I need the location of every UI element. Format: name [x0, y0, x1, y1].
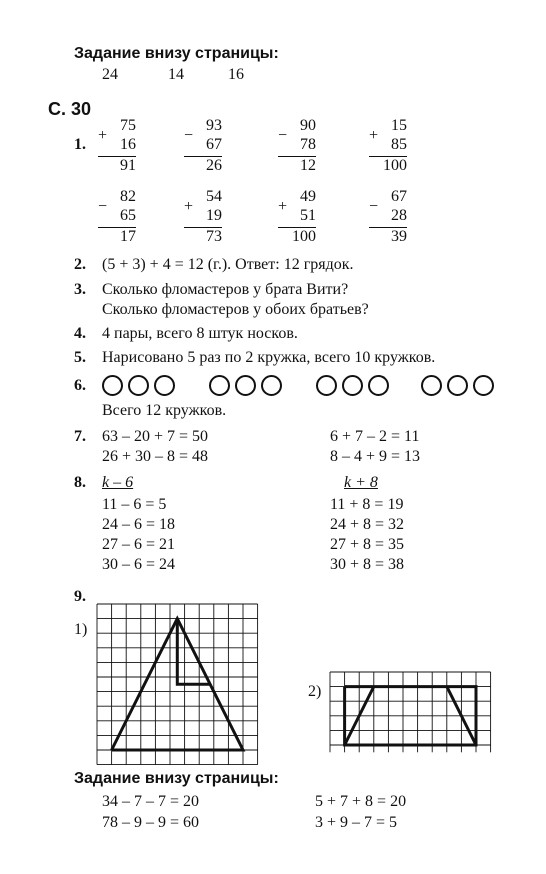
- operand-bottom: 16: [120, 136, 136, 153]
- task-2-text: (5 + 3) + 4 = 12 (г.). Ответ: 12 грядок.: [102, 256, 354, 273]
- bottom-left-1: 34 – 7 – 7 = 20: [102, 793, 200, 810]
- operator-sign: −: [278, 127, 288, 144]
- task-8-right-2: 24 + 8 = 32: [330, 516, 405, 533]
- operand-bottom: 19: [206, 207, 222, 224]
- operator-sign: −: [98, 198, 108, 215]
- operator-sign: +: [278, 198, 288, 215]
- task-7-right-1: 6 + 7 – 2 = 11: [330, 428, 420, 445]
- result: 91: [120, 157, 136, 174]
- operator-sign: −: [184, 127, 194, 144]
- result: 26: [206, 157, 222, 174]
- result: 17: [120, 228, 136, 245]
- task-8-left-3: 27 – 6 = 21: [102, 536, 176, 553]
- figure-2-label: 2): [308, 683, 322, 700]
- top-value-2: 14: [168, 66, 184, 83]
- operand-top: 90: [300, 117, 316, 134]
- bottom-right-2: 3 + 9 – 7 = 5: [315, 814, 398, 831]
- grid-figure-rectangle: [330, 672, 491, 752]
- task-4-text: 4 пары, всего 8 штук носков.: [102, 325, 298, 342]
- operator-sign: +: [184, 198, 194, 215]
- task-7-right-2: 8 – 4 + 9 = 13: [330, 448, 421, 465]
- task-8-left-1: 11 – 6 = 5: [102, 496, 167, 513]
- page-label: С. 30: [48, 99, 92, 119]
- task-4-number: 4.: [74, 325, 86, 342]
- operand-bottom: 51: [300, 207, 316, 224]
- task-8-right-header: k + 8: [344, 474, 378, 491]
- task-8-number: 8.: [74, 474, 86, 491]
- operand-bottom: 78: [300, 136, 316, 153]
- task-8-left-header: k – 6: [102, 474, 134, 491]
- top-value-1: 24: [102, 66, 118, 83]
- task-6-text: Всего 12 кружков.: [102, 402, 227, 419]
- operand-top: 54: [206, 188, 222, 205]
- operand-bottom: 85: [391, 136, 407, 153]
- operand-bottom: 65: [120, 207, 136, 224]
- task-7-left-1: 63 – 20 + 7 = 50: [102, 428, 209, 445]
- operand-bottom: 67: [206, 136, 222, 153]
- task-5-number: 5.: [74, 349, 86, 366]
- task-7-number: 7.: [74, 428, 86, 445]
- task-2-number: 2.: [74, 256, 86, 273]
- task-3-number: 3.: [74, 281, 86, 298]
- task-5-text: Нарисовано 5 раз по 2 кружка, всего 10 кружков.: [102, 349, 436, 366]
- bottom-left-2: 78 – 9 – 9 = 60: [102, 814, 200, 831]
- operator-sign: +: [369, 127, 379, 144]
- figure-1-label: 1): [74, 621, 88, 638]
- bottom-task-title: Задание внизу страницы:: [74, 770, 279, 787]
- task-9-number: 9.: [74, 588, 86, 605]
- task-1-number: 1.: [74, 136, 86, 153]
- operand-top: 93: [206, 117, 222, 134]
- result: 100: [383, 157, 407, 174]
- task-3-line-2: Сколько фломастеров у обоих братьев?: [102, 301, 369, 318]
- task-3-line-1: Сколько фломастеров у брата Вити?: [102, 281, 349, 298]
- top-task-title: Задание внизу страницы:: [74, 45, 279, 62]
- operand-top: 67: [391, 188, 407, 205]
- task-8-right-1: 11 + 8 = 19: [330, 496, 404, 513]
- operand-top: 75: [120, 117, 136, 134]
- result: 12: [300, 157, 316, 174]
- operand-top: 82: [120, 188, 136, 205]
- task-8-right-3: 27 + 8 = 35: [330, 536, 405, 553]
- bottom-right-1: 5 + 7 + 8 = 20: [315, 793, 407, 810]
- result: 73: [206, 228, 222, 245]
- task-8-right-4: 30 + 8 = 38: [330, 556, 405, 573]
- operand-bottom: 28: [391, 207, 407, 224]
- operator-sign: −: [369, 198, 379, 215]
- top-value-3: 16: [228, 66, 244, 83]
- task-6-number: 6.: [74, 377, 86, 394]
- task-8-left-4: 30 – 6 = 24: [102, 556, 176, 573]
- operand-top: 15: [391, 117, 407, 134]
- task-8-left-2: 24 – 6 = 18: [102, 516, 176, 533]
- operand-top: 49: [300, 188, 316, 205]
- result: 100: [292, 228, 316, 245]
- task-7-left-2: 26 + 30 – 8 = 48: [102, 448, 209, 465]
- result: 39: [391, 228, 407, 245]
- grid-figure-triangle: [97, 604, 258, 765]
- operator-sign: +: [98, 127, 108, 144]
